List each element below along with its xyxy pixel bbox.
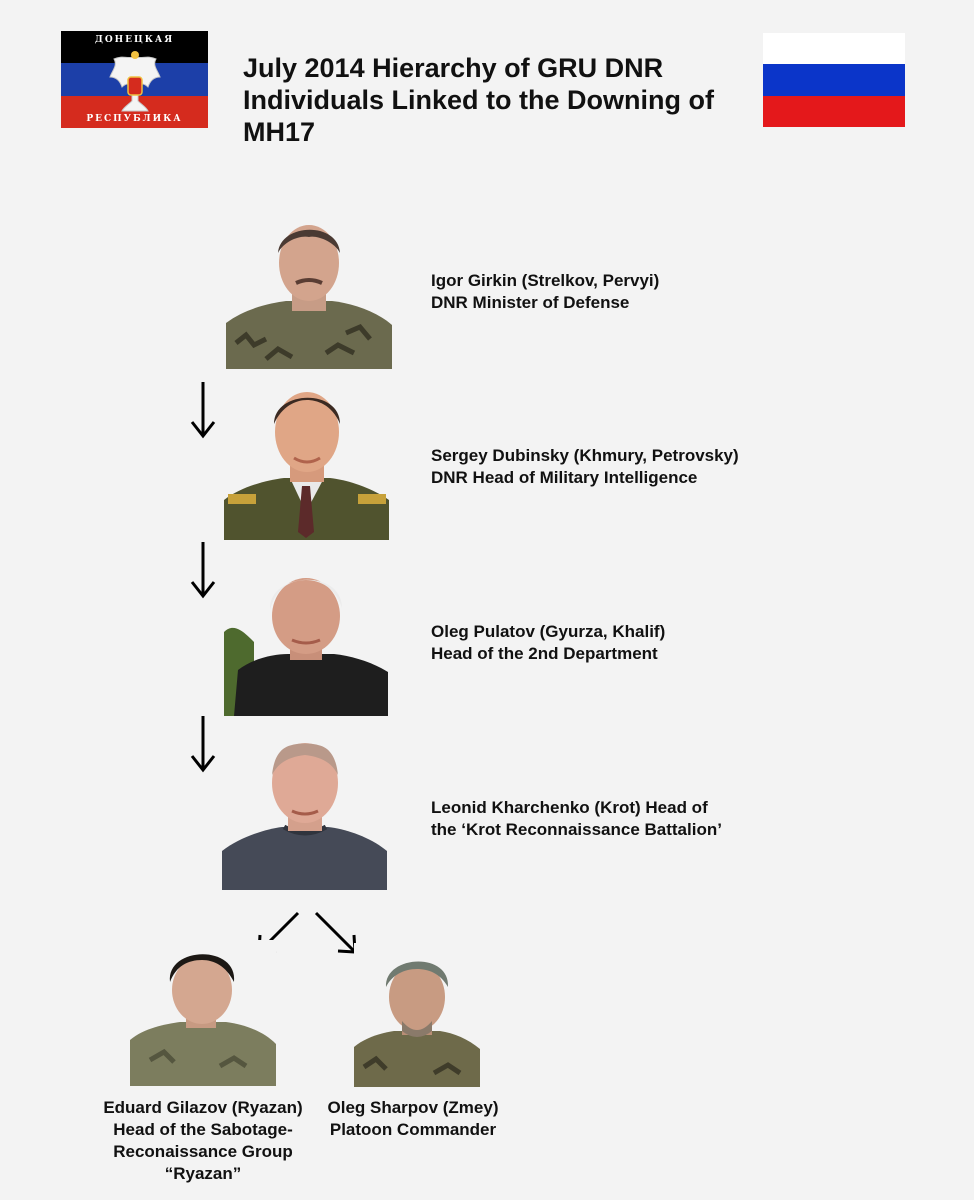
pulatov-photo bbox=[224, 562, 388, 716]
person-line-2: the ‘Krot Reconnaissance Battalion’ bbox=[431, 820, 722, 839]
person-line-1: Oleg Sharpov (Zmey) bbox=[327, 1098, 499, 1117]
person-line-2: Head of the Sabotage- bbox=[113, 1120, 293, 1139]
person-label bbox=[431, 270, 659, 314]
person-role: DNR Minister of Defense bbox=[431, 293, 630, 312]
arrow-down-icon bbox=[190, 540, 216, 600]
person-name: Oleg Pulatov (Gyurza, Khalif) bbox=[431, 622, 666, 641]
dnr-flag-top-text: ДОНЕЦКАЯ bbox=[94, 35, 175, 45]
person-label bbox=[80, 1097, 326, 1185]
dnr-flag bbox=[61, 31, 208, 128]
sharpov-photo bbox=[354, 943, 480, 1087]
person-line-3: Reconaissance Group bbox=[113, 1142, 293, 1161]
person-line-4: “Ryazan” bbox=[164, 1164, 242, 1183]
person-label bbox=[431, 621, 665, 665]
person-label bbox=[300, 1097, 526, 1141]
person-role: DNR Head of Military Intelligence bbox=[431, 468, 698, 487]
russia-flag bbox=[763, 33, 905, 127]
girkin-photo bbox=[226, 213, 392, 369]
person-line-1: Eduard Gilazov (Ryazan) bbox=[103, 1098, 303, 1117]
gilazov-photo bbox=[130, 940, 276, 1086]
arrow-down-icon bbox=[190, 380, 216, 440]
page-title: July 2014 Hierarchy of GRU DNR Individuals Linked to the Downing of MH17 bbox=[243, 53, 714, 147]
person-line-2: Platoon Commander bbox=[329, 1120, 497, 1139]
dubinsky-photo bbox=[224, 382, 389, 540]
dnr-flag-bottom-text: РЕСПУБЛИКА bbox=[86, 114, 183, 124]
person-label bbox=[431, 445, 739, 489]
arrow-down-right-icon bbox=[312, 910, 360, 956]
double-headed-eagle-icon bbox=[104, 47, 166, 113]
person-name: Igor Girkin (Strelkov, Pervyi) bbox=[431, 271, 660, 290]
person-name: Sergey Dubinsky (Khmury, Petrovsky) bbox=[431, 446, 739, 465]
kharchenko-photo bbox=[222, 733, 387, 890]
person-role: Head of the 2nd Department bbox=[431, 644, 658, 663]
arrow-down-icon bbox=[190, 714, 216, 774]
person-label bbox=[431, 797, 722, 841]
person-line-1: Leonid Kharchenko (Krot) Head of bbox=[431, 798, 708, 817]
